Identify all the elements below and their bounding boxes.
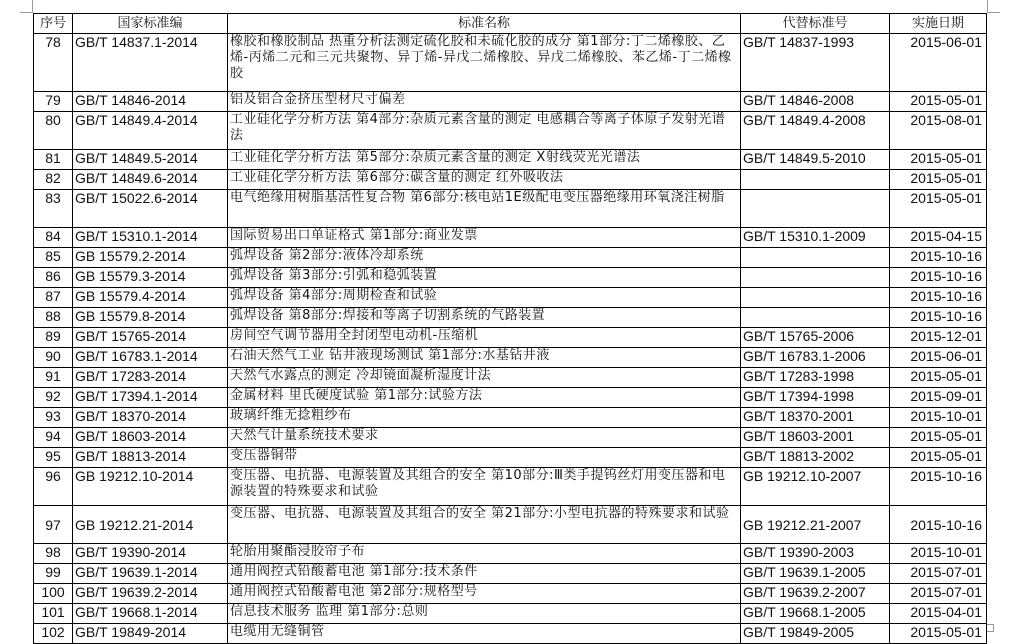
cell-replaced: GB/T 14846-2008 — [741, 92, 890, 112]
cell-date: 2015-06-01 — [890, 34, 987, 92]
cell-name: 电缆用无缝铜管 — [228, 624, 741, 644]
cell-replaced — [741, 268, 890, 288]
cell-seq: 78 — [34, 34, 73, 92]
cell-date: 2015-10-16 — [890, 308, 987, 328]
table-row — [34, 248, 987, 268]
cell-date: 2015-06-01 — [890, 348, 987, 368]
cell-code: GB/T 19668.1-2014 — [73, 604, 228, 624]
cell-code: GB/T 19390-2014 — [73, 544, 228, 564]
table-row — [34, 150, 987, 170]
cell-date: 2015-05-01 — [890, 170, 987, 190]
cell-code: GB/T 19849-2014 — [73, 624, 228, 644]
cell-name: 轮胎用聚酯浸胶帘子布 — [228, 544, 741, 564]
cell-date: 2015-09-01 — [890, 388, 987, 408]
cell-code: GB/T 18603-2014 — [73, 428, 228, 448]
cell-code: GB/T 18370-2014 — [73, 408, 228, 428]
cell-seq: 95 — [34, 448, 73, 468]
cell-replaced — [741, 248, 890, 268]
cell-replaced: GB/T 17283-1998 — [741, 368, 890, 388]
cell-date: 2015-10-16 — [890, 506, 987, 544]
cell-replaced — [741, 190, 890, 228]
cell-replaced: GB/T 17394-1998 — [741, 388, 890, 408]
table-row — [34, 448, 987, 468]
table-row — [34, 468, 987, 506]
table-row — [34, 428, 987, 448]
cell-seq: 87 — [34, 288, 73, 308]
cell-name: 铝及铝合金挤压型材尺寸偏差 — [228, 92, 741, 112]
cell-date: 2015-07-01 — [890, 584, 987, 604]
cell-seq: 82 — [34, 170, 73, 190]
cell-seq: 98 — [34, 544, 73, 564]
cell-name: 弧焊设备 第8部分:焊接和等离子切割系统的气路装置 — [228, 308, 741, 328]
cell-seq: 100 — [34, 584, 73, 604]
header-date: 实施日期 — [890, 14, 987, 34]
cell-name: 天然气水露点的测定 冷却镜面凝析湿度计法 — [228, 368, 741, 388]
cell-date: 2015-05-01 — [890, 428, 987, 448]
cell-code: GB/T 17283-2014 — [73, 368, 228, 388]
cell-replaced: GB/T 14849.4-2008 — [741, 112, 890, 150]
cell-date: 2015-04-01 — [890, 604, 987, 624]
cell-replaced: GB/T 14837-1993 — [741, 34, 890, 92]
cell-date: 2015-07-01 — [890, 564, 987, 584]
table-row — [34, 388, 987, 408]
cell-date: 2015-05-01 — [890, 624, 987, 644]
cell-code: GB/T 17394.1-2014 — [73, 388, 228, 408]
table-row — [34, 544, 987, 564]
cell-code: GB/T 14837.1-2014 — [73, 34, 228, 92]
cell-code: GB 19212.10-2014 — [73, 468, 228, 506]
table-row — [34, 506, 987, 544]
cell-name: 房间空气调节器用全封闭型电动机-压缩机 — [228, 328, 741, 348]
cell-name: 变压器、电抗器、电源装置及其组合的安全 第10部分:Ⅲ类手提钨丝灯用变压器和电源装置的特殊要求和试验 — [228, 468, 741, 506]
cell-name: 通用阀控式铅酸蓄电池 第2部分:规格型号 — [228, 584, 741, 604]
cell-name: 工业硅化学分析方法 第4部分:杂质元素含量的测定 电感耦合等离子体原子发射光谱法 — [228, 112, 741, 150]
table-row — [34, 288, 987, 308]
table-row — [34, 604, 987, 624]
table-row — [34, 564, 987, 584]
cell-name: 弧焊设备 第2部分:液体冷却系统 — [228, 248, 741, 268]
cell-replaced: GB/T 19390-2003 — [741, 544, 890, 564]
table-row — [34, 34, 987, 92]
cell-name: 工业硅化学分析方法 第5部分:杂质元素含量的测定 X射线荧光光谱法 — [228, 150, 741, 170]
cell-name: 信息技术服务 监理 第1部分:总则 — [228, 604, 741, 624]
cell-name: 通用阀控式铅酸蓄电池 第1部分:技术条件 — [228, 564, 741, 584]
table-row — [34, 584, 987, 604]
cell-replaced: GB/T 15765-2006 — [741, 328, 890, 348]
cell-date: 2015-10-16 — [890, 248, 987, 268]
cell-code: GB 15579.2-2014 — [73, 248, 228, 268]
cell-name: 变压器、电抗器、电源装置及其组合的安全 第21部分:小型电抗器的特殊要求和试验 — [228, 506, 741, 544]
cell-seq: 91 — [34, 368, 73, 388]
cell-seq: 85 — [34, 248, 73, 268]
table-row — [34, 408, 987, 428]
cell-seq: 90 — [34, 348, 73, 368]
table-row — [34, 308, 987, 328]
cell-name: 石油天然气工业 钻井液现场测试 第1部分:水基钻井液 — [228, 348, 741, 368]
cell-date: 2015-10-16 — [890, 468, 987, 506]
table-row — [34, 112, 987, 150]
cell-seq: 84 — [34, 228, 73, 248]
cell-code: GB 15579.3-2014 — [73, 268, 228, 288]
cell-date: 2015-05-01 — [890, 190, 987, 228]
cell-replaced: GB/T 15310.1-2009 — [741, 228, 890, 248]
cell-replaced: GB 19212.21-2007 — [741, 506, 890, 544]
cell-code: GB/T 19639.1-2014 — [73, 564, 228, 584]
cell-code: GB/T 14849.5-2014 — [73, 150, 228, 170]
cell-name: 弧焊设备 第3部分:引弧和稳弧装置 — [228, 268, 741, 288]
cell-code: GB/T 18813-2014 — [73, 448, 228, 468]
cell-replaced: GB/T 18813-2002 — [741, 448, 890, 468]
cell-date: 2015-04-15 — [890, 228, 987, 248]
cell-seq: 83 — [34, 190, 73, 228]
cell-code: GB/T 15765-2014 — [73, 328, 228, 348]
cell-replaced: GB/T 19849-2005 — [741, 624, 890, 644]
cell-code: GB 15579.8-2014 — [73, 308, 228, 328]
cell-replaced: GB/T 14849.5-2010 — [741, 150, 890, 170]
cell-seq: 88 — [34, 308, 73, 328]
table-body — [34, 34, 987, 644]
header-name: 标准名称 — [228, 14, 741, 34]
header-seq: 序号 — [34, 14, 73, 34]
header-code: 国家标准编 — [73, 14, 228, 34]
table-row — [34, 170, 987, 190]
cell-code: GB 15579.4-2014 — [73, 288, 228, 308]
cell-replaced: GB/T 19639.2-2007 — [741, 584, 890, 604]
cell-date: 2015-10-01 — [890, 408, 987, 428]
standards-table — [33, 13, 987, 644]
cell-code: GB/T 14849.4-2014 — [73, 112, 228, 150]
cell-replaced: GB/T 19668.1-2005 — [741, 604, 890, 624]
cell-date: 2015-08-01 — [890, 112, 987, 150]
cell-name: 金属材料 里氏硬度试验 第1部分:试验方法 — [228, 388, 741, 408]
table-row — [34, 328, 987, 348]
cell-name: 玻璃纤维无捻粗纱布 — [228, 408, 741, 428]
cell-seq: 86 — [34, 268, 73, 288]
cell-seq: 96 — [34, 468, 73, 506]
table-row — [34, 92, 987, 112]
cell-code: GB/T 19639.2-2014 — [73, 584, 228, 604]
cell-seq: 92 — [34, 388, 73, 408]
table-row — [34, 368, 987, 388]
cell-name: 天然气计量系统技术要求 — [228, 428, 741, 448]
cell-replaced: GB/T 16783.1-2006 — [741, 348, 890, 368]
cell-name: 工业硅化学分析方法 第6部分:碳含量的测定 红外吸收法 — [228, 170, 741, 190]
cell-date: 2015-05-01 — [890, 92, 987, 112]
corner-mark-top-left — [20, 0, 33, 13]
cell-name: 国际贸易出口单证格式 第1部分:商业发票 — [228, 228, 741, 248]
cell-replaced — [741, 170, 890, 190]
cell-seq: 94 — [34, 428, 73, 448]
cell-code: GB/T 15310.1-2014 — [73, 228, 228, 248]
cell-name: 弧焊设备 第4部分:周期检查和试验 — [228, 288, 741, 308]
cell-replaced: GB 19212.10-2007 — [741, 468, 890, 506]
cell-seq: 102 — [34, 624, 73, 644]
cell-seq: 97 — [34, 506, 73, 544]
cell-seq: 81 — [34, 150, 73, 170]
cell-date: 2015-05-01 — [890, 448, 987, 468]
cell-date: 2015-05-01 — [890, 150, 987, 170]
cell-replaced — [741, 288, 890, 308]
document-page — [33, 13, 987, 644]
cell-code: GB 19212.21-2014 — [73, 506, 228, 544]
table-row — [34, 268, 987, 288]
cell-name: 变压器铜带 — [228, 448, 741, 468]
cell-seq: 93 — [34, 408, 73, 428]
cell-code: GB/T 15022.6-2014 — [73, 190, 228, 228]
table-row — [34, 190, 987, 228]
cell-date: 2015-05-01 — [890, 368, 987, 388]
cell-seq: 99 — [34, 564, 73, 584]
cell-name: 橡胶和橡胶制品 热重分析法测定硫化胶和未硫化胶的成分 第1部分:丁二烯橡胶、乙烯-丙烯二元和三元共聚物、异丁烯-异戊二烯橡胶、异戊二烯橡胶、苯乙烯-丁二烯橡胶 — [228, 34, 741, 92]
cell-seq: 101 — [34, 604, 73, 624]
cell-date: 2015-10-16 — [890, 288, 987, 308]
cell-code: GB/T 14846-2014 — [73, 92, 228, 112]
cell-date: 2015-12-01 — [890, 328, 987, 348]
cell-seq: 79 — [34, 92, 73, 112]
cell-replaced: GB/T 19639.1-2005 — [741, 564, 890, 584]
cell-replaced — [741, 308, 890, 328]
cell-code: GB/T 14849.6-2014 — [73, 170, 228, 190]
cell-seq: 89 — [34, 328, 73, 348]
corner-mark-top-right — [987, 0, 1000, 13]
corner-mark-bottom-right — [986, 624, 994, 632]
cell-date: 2015-10-16 — [890, 268, 987, 288]
table-row — [34, 228, 987, 248]
header-replaced: 代替标准号 — [741, 14, 890, 34]
cell-replaced: GB/T 18370-2001 — [741, 408, 890, 428]
cell-date: 2015-10-01 — [890, 544, 987, 564]
cell-replaced: GB/T 18603-2001 — [741, 428, 890, 448]
cell-name: 电气绝缘用树脂基活性复合物 第6部分:核电站1E级配电变压器绝缘用环氧浇注树脂 — [228, 190, 741, 228]
table-row — [34, 348, 987, 368]
table-header-row — [34, 14, 987, 34]
cell-code: GB/T 16783.1-2014 — [73, 348, 228, 368]
cell-seq: 80 — [34, 112, 73, 150]
